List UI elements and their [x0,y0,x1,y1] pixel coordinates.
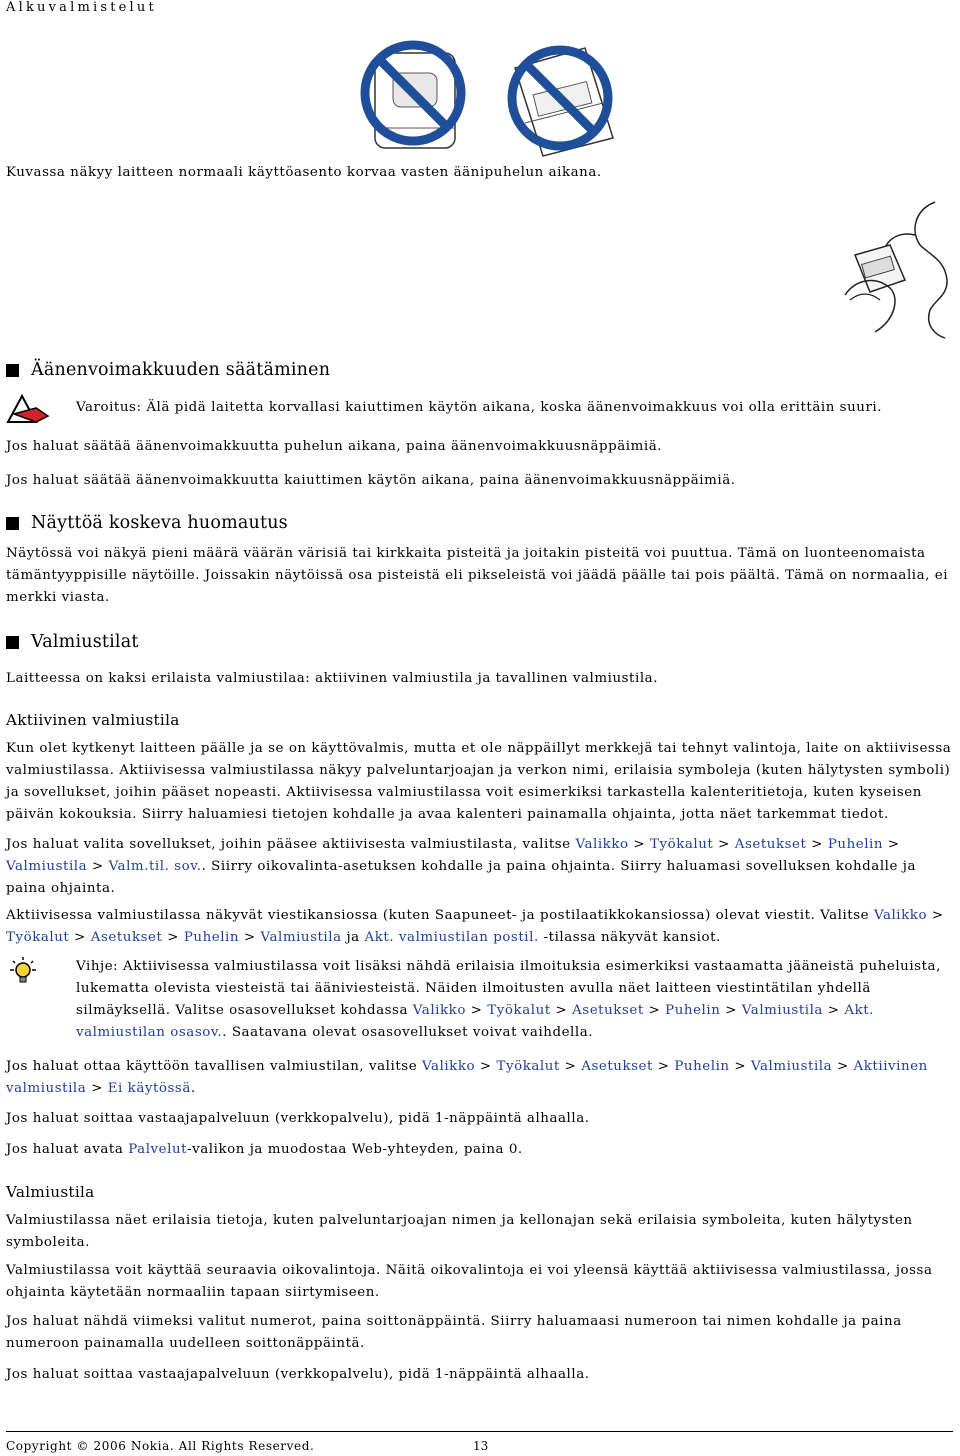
paragraph: Valmiustilassa näet erilaisia tietoja, kuten palveluntarjoajan nimen ja kellonajan sekä erilaisia symboleita, kuten hälytysten symboleita. [6,1213,913,1250]
menu-link-tyokalut[interactable]: Työkalut [496,1059,560,1074]
menu-link-asetukset[interactable]: Asetukset [572,1003,644,1018]
menu-link-valikko[interactable]: Valikko [412,1003,466,1018]
footer-rule [6,1431,953,1432]
menu-link-puhelin[interactable]: Puhelin [183,930,240,945]
menu-link-akt-valmiustilan-postil[interactable]: Akt. valmiustilan postil. [364,930,539,945]
page-number: 13 [473,1439,489,1453]
paragraph: Jos haluat säätää äänenvoimakkuutta puhelun aikana, paina äänenvoimakkuusnäppäimiä. [6,439,663,454]
menu-link-puhelin[interactable]: Puhelin [827,837,884,852]
paragraph: Valmiustilassa voit käyttää seuraavia oikovalintoja. Näitä oikovalintoja ei voi yleensä käyttää aktiivisessa valmiustilassa, jossa ohjainta käytetään normaaliin tapaan siirtymiseen. [6,1263,933,1300]
menu-link-puhelin[interactable]: Puhelin [665,1003,721,1018]
menu-link-tyokalut[interactable]: Työkalut [650,837,714,852]
prohibited-device-icon [365,45,461,148]
menu-link-valmiustila[interactable]: Valmiustila [6,859,88,874]
menu-link-aktiivinen-valmiustila[interactable]: Aktiivinen valmiustila [6,1059,928,1096]
paragraph: Jos haluat avata Palvelut-valikon ja muodostaa Web-yhteyden, paina 0. [6,1142,523,1157]
warning-icon [6,394,50,424]
paragraph: Jos haluat soittaa vastaajapalveluun (verkkopalvelu), pidä 1-näppäintä alhaalla. [6,1111,590,1126]
section-heading-standby: Valmiustilat [6,632,139,652]
subheading-standby: Valmiustila [6,1183,95,1201]
paragraph: Jos haluat soittaa vastaajapalveluun (verkkopalvelu), pidä 1-näppäintä alhaalla. [6,1367,590,1382]
heading-bullet [6,517,19,530]
heading-bullet [6,636,19,649]
heading-bullet [6,364,19,377]
menu-link-asetukset[interactable]: Asetukset [581,1059,653,1074]
key-zero: 0 [508,1142,518,1157]
paragraph: Jos haluat nähdä viimeksi valitut numerot, paina soittonäppäintä. Siirry haluamaasi numeroon tai nimen kohdalle ja paina numeroon painamalla uudelleen soittonäppäintä. [6,1314,902,1351]
menu-link-valm-til-sov[interactable]: Valm.til. sov. [108,859,202,874]
footer-copyright: Copyright © 2006 Nokia. All Rights Reserved. [6,1439,315,1453]
menu-link-akt-valmiustilan-osasov[interactable]: Akt. valmiustilan osasov. [76,1003,874,1040]
section-heading-display: Näyttöä koskeva huomautus [6,513,288,533]
paragraph: Näytössä voi näkyä pieni määrä väärän värisiä tai kirkkaita pisteitä ja joitakin pisteitä voi puuttua. Tämä on luonteenomaista tämäntyyppisille näytöille. Joissakin näytöissä osa pisteistä eli pikseleistä voi jäädä päälle tai pois päältä. Tämä on normaalia, ei merkki viasta. [6,546,949,605]
tip-note: Vihje: Aktiivisessa valmiustilassa voit lisäksi nähdä erilaisia ilmoituksia esimerkiksi vastaamatta jääneistä puheluista, lukematta olevista viesteistä tai ääniviesteistä. Näiden ilmoitusten avulla näet laitteen viestintätilan yhdellä silmäyksellä. Valitse osasovellukset kohdassa Valikko > Työkalut > Asetukset > Puhelin > Valmiustila > Akt. valmiustilan osasov.. Saatavana olevat osasovellukset voivat vaihdella. [76,959,941,1040]
subheading-active-standby: Aktiivinen valmiustila [6,711,180,729]
menu-link-asetukset[interactable]: Asetukset [734,837,807,852]
warning-note: Varoitus: Älä pidä laitetta korvallasi kaiuttimen käytön aikana, koska äänenvoimakkuus voi olla erittäin suuri. [76,400,883,415]
paragraph: Kun olet kytkenyt laitteen päälle ja se on käyttövalmis, mutta et ole näppäillyt merkkejä tai tehnyt valintoja, laite on aktiivisessa valmiustilassa. Aktiivisessa valmiustilassa näkyy palveluntarjoajan ja verkon nimi, erilaisia symboleja (kuten hälytysten symboli) ja sovellukset, joihin pääset nopeasti. Aktiivisessa valmiustilassa voit esimerkiksi tarkastella kalenteritietoja, kuten kyseisen päivän kokouksia. Siirry haluamiesi tietojen kohdalle ja avaa kalenteri painamalla ohjainta, jotta näet tarkemmat tiedot. [6,741,952,822]
lightbulb-icon [6,956,40,988]
figure-caption: Kuvassa näkyy laitteen normaali käyttöasento korvaa vasten äänipuhelun aikana. [6,165,602,180]
menu-link-valmiustila[interactable]: Valmiustila [260,930,342,945]
menu-link-valmiustila[interactable]: Valmiustila [741,1003,823,1018]
paragraph-menu-path: Jos haluat valita sovellukset, joihin pääsee aktiivisesta valmiustilasta, valitse Valikko > Työkalut > Asetukset > Puhelin > Valmiustila > Valm.til. sov.. Siirry oikovalinta-asetuksen kohdalle ja paina ohjainta. Siirry haluamasi sovelluksen kohdalle ja paina ohjainta. [6,837,917,896]
menu-link-valikko[interactable]: Valikko [873,908,928,923]
menu-link-tyokalut[interactable]: Työkalut [487,1003,551,1018]
section-heading-volume: Äänenvoimakkuuden säätäminen [6,360,330,380]
phone-at-ear-illustration [835,200,957,340]
running-header: Alkuvalmistelut [6,0,157,15]
prohibited-device-icon [512,48,613,156]
menu-link-valmiustila[interactable]: Valmiustila [750,1059,833,1074]
paragraph-menu-path: Aktiivisessa valmiustilassa näkyvät viestikansiossa (kuten Saapuneet- ja postilaatikkokansiossa) olevat viestit. Valitse Valikko > Työkalut > Asetukset > Puhelin > Valmiustila ja Akt. valmiustilan postil. -tilassa näkyvät kansiot. [6,908,944,945]
menu-link-asetukset[interactable]: Asetukset [90,930,163,945]
paragraph: Laitteessa on kaksi erilaista valmiustilaa: aktiivinen valmiustila ja tavallinen valmiustila. [6,671,658,686]
menu-link-tyokalut[interactable]: Työkalut [6,930,70,945]
prohibited-use-illustration [355,28,625,158]
menu-link-palvelut[interactable]: Palvelut [128,1142,188,1157]
menu-link-valikko[interactable]: Valikko [575,837,629,852]
menu-link-valikko[interactable]: Valikko [421,1059,476,1074]
paragraph: Jos haluat säätää äänenvoimakkuutta kaiuttimen käytön aikana, paina äänenvoimakkuusnäppäimiä. [6,473,736,488]
paragraph-menu-path: Jos haluat ottaa käyttöön tavallisen valmiustilan, valitse Valikko > Työkalut > Asetukset > Puhelin > Valmiustila > Aktiivinen valmiustila > Ei käytössä. [6,1059,928,1096]
menu-link-ei-kaytossa[interactable]: Ei käytössä [107,1081,191,1096]
menu-link-puhelin[interactable]: Puhelin [674,1059,730,1074]
